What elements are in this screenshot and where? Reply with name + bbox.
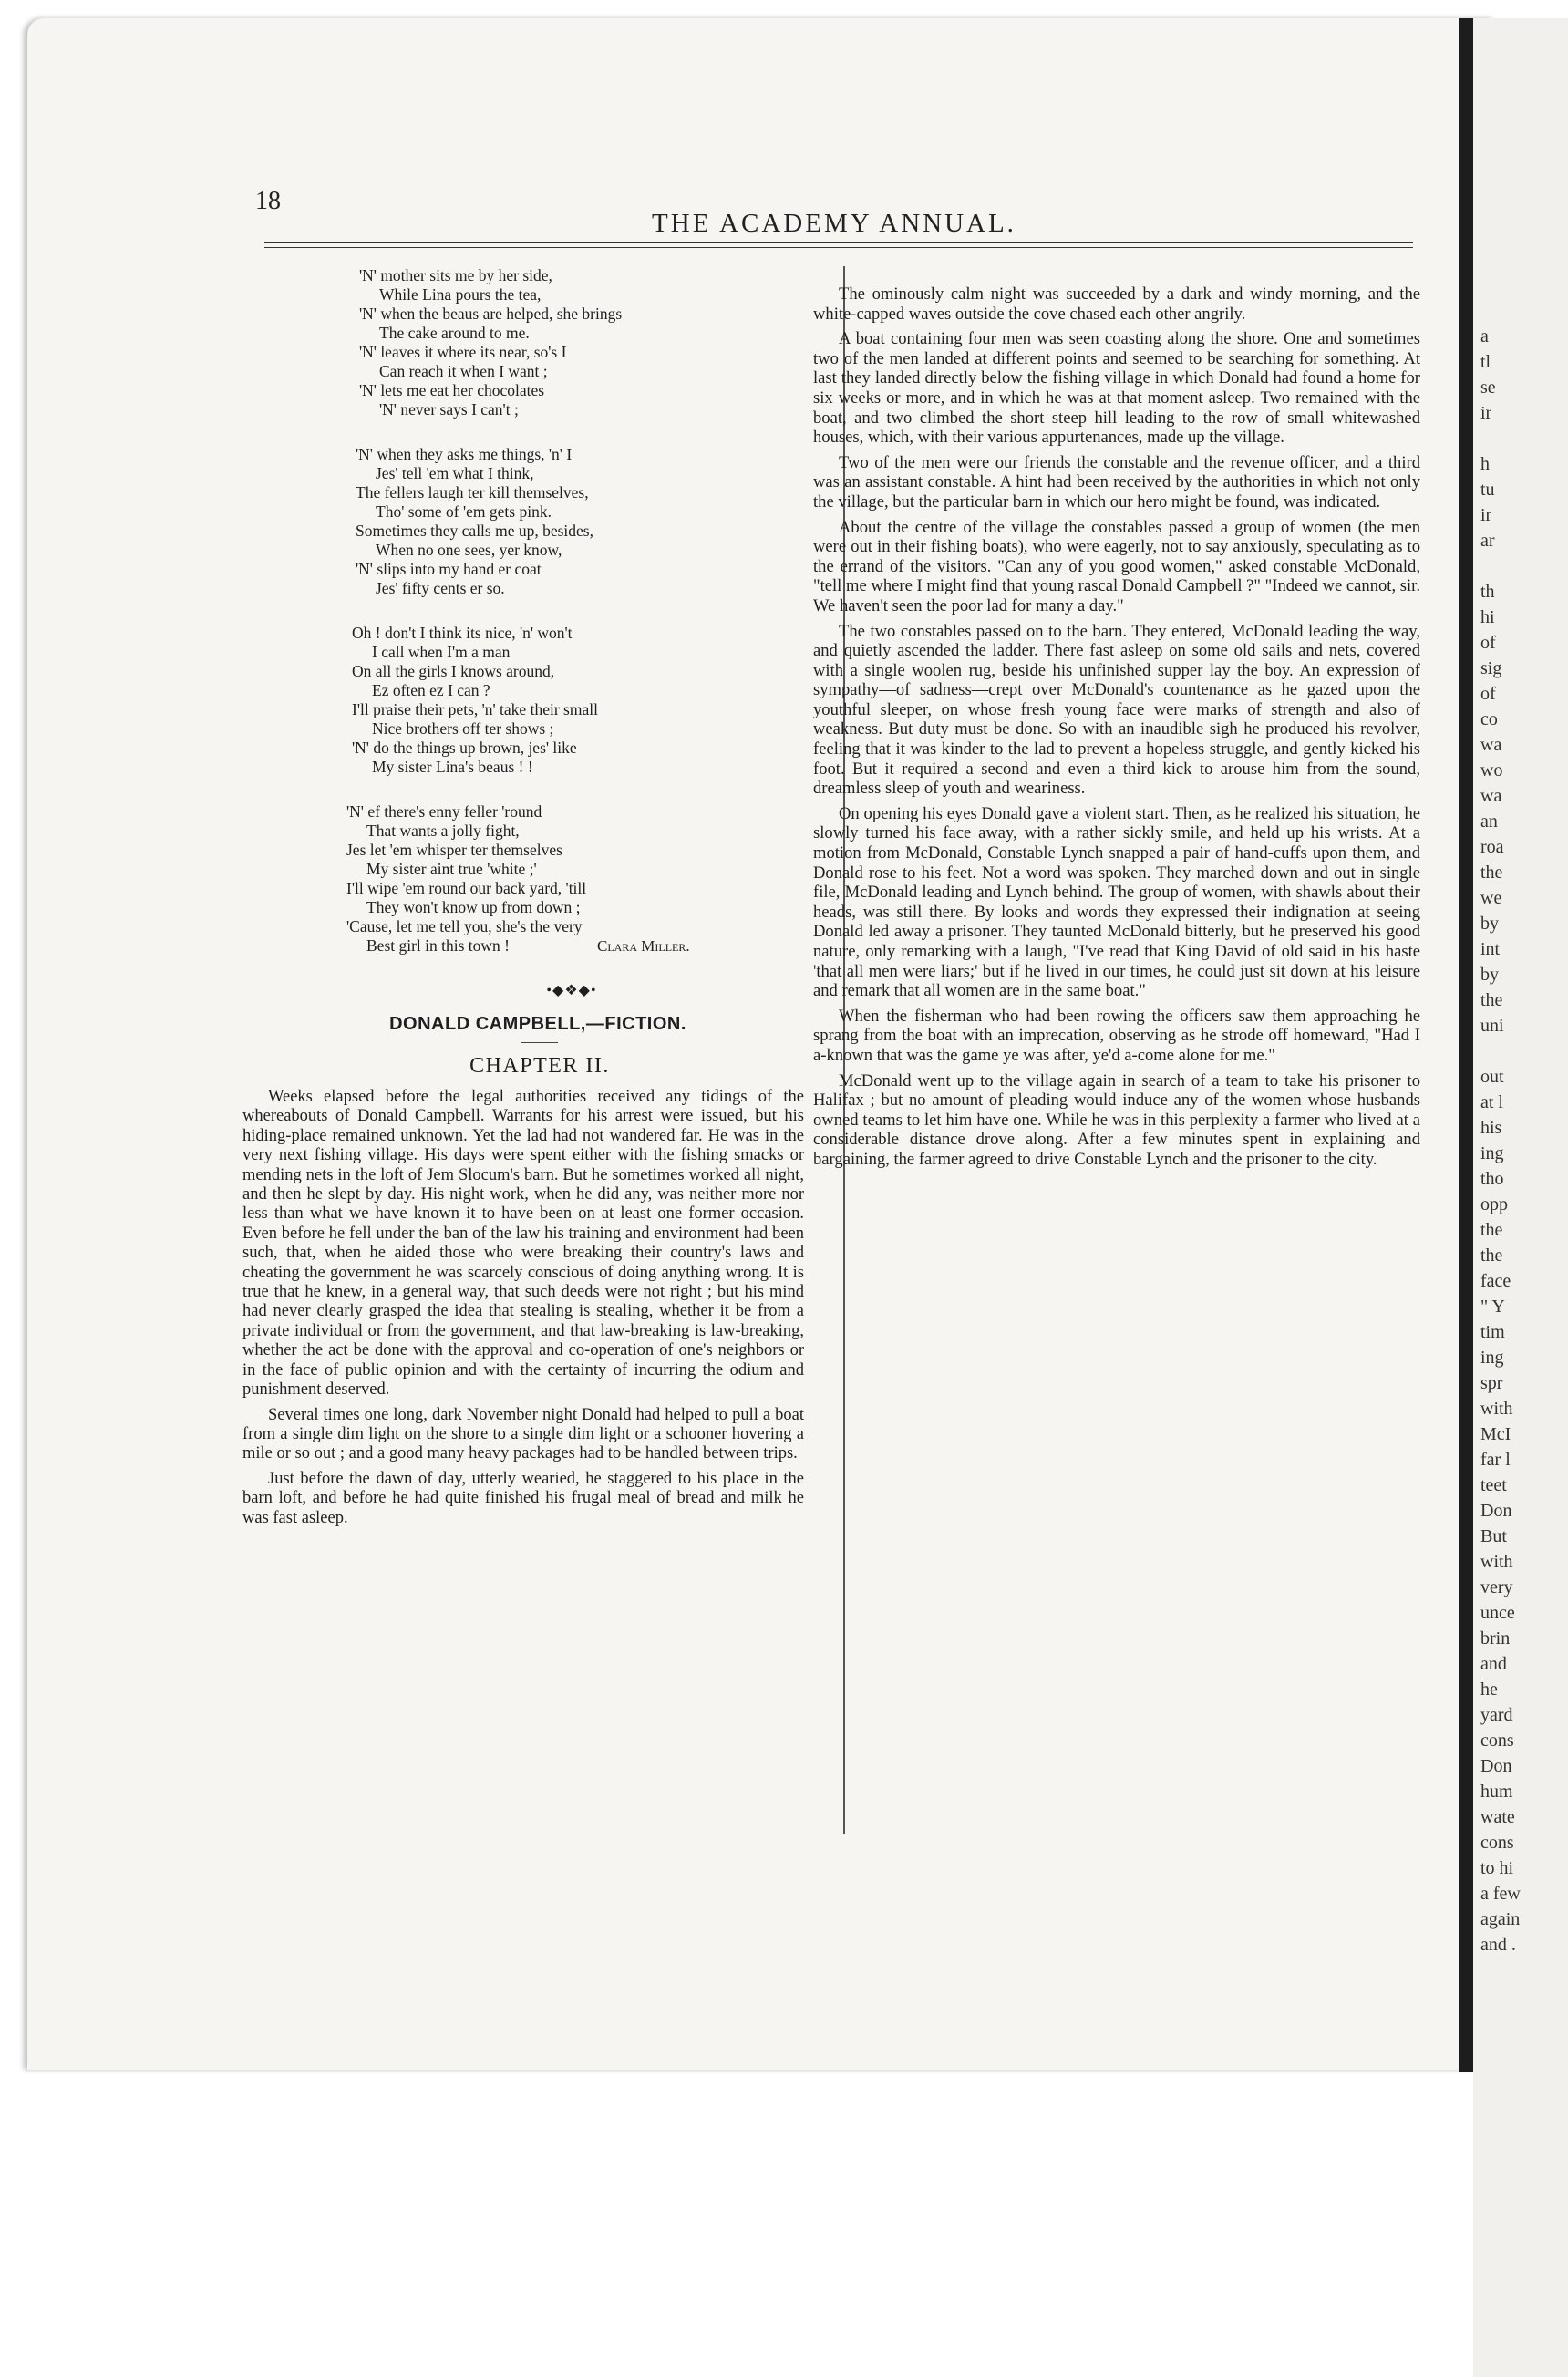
next-page-fragment: wa (1480, 786, 1502, 806)
poem-line: Nice brothers off ter shows ; (372, 719, 554, 738)
next-page-fragment: co (1480, 709, 1498, 729)
poem-line: 'N' never says I can't ; (379, 400, 519, 419)
poem-line: 'N' leaves it where its near, so's I (359, 343, 567, 361)
poem-line: 'Cause, let me tell you, she's the very (346, 917, 583, 935)
poem-stanza (239, 624, 804, 777)
header-rule-bottom (264, 247, 1413, 248)
ornament-divider: •◆❖◆• (546, 983, 597, 998)
next-page-fragment: h (1480, 454, 1490, 474)
poem-line: I'll wipe 'em round our back yard, 'till (346, 879, 587, 897)
story-paragraph: About the centre of the village the constables passed a group of women (the men were out in their fishing boats), who were eagerly, not to say anxiously, speculating as to the errand of the visitors. "Can any of you good women," asked constable McDonald, "tell me where I might find that young rascal Donald Campbell ?" "Indeed we cannot, sir. We haven't seen the poor lad for many a day." (813, 517, 1420, 615)
poem (239, 266, 804, 956)
poem-line: Jes' fifty cents er so. (376, 579, 505, 597)
next-page-fragment: wo (1480, 760, 1503, 780)
poem-line: I call when I'm a man (372, 643, 511, 661)
poem-line: Oh ! don't I think its nice, 'n' won't (352, 624, 573, 642)
poem-stanza (239, 802, 804, 956)
poem-author: Clara Miller. (597, 937, 690, 955)
running-title: THE ACADEMY ANNUAL. (652, 209, 1016, 238)
next-page-fragment: unce (1480, 1603, 1515, 1623)
next-page-fragment: and (1480, 1654, 1507, 1674)
next-page-fragment: brin (1480, 1628, 1511, 1648)
next-page-fragment: the (1480, 990, 1503, 1010)
left-column (239, 266, 804, 1534)
story-paragraph: McDonald went up to the village again in search of a team to take his prisoner to Halifax ; but no amount of pleading would induce any of the women whose husbands owned teams to let him have one. While he was in this perplexity a farmer who lived at a considerable distance drove along. After a few minutes spent in explaining and bargaining, the farmer agreed to drive Constable Lynch and the prisoner to the city. (813, 1070, 1420, 1169)
next-page-fragment: by (1480, 965, 1499, 985)
poem-stanza (239, 266, 804, 419)
right-column (813, 284, 1420, 1175)
poem-line: 'N' ef there's enny feller 'round (346, 802, 542, 821)
next-page-fragment: to hi (1480, 1858, 1514, 1878)
next-page-fragment: spr (1480, 1373, 1503, 1393)
page-number: 18 (255, 187, 281, 215)
next-page-fragment: int (1480, 939, 1501, 959)
story-paragraph: Weeks elapsed before the legal authorities received any tidings of the whereabouts of Donald Campbell. Warrants for his arrest were issued, but his hiding-place remained unknown. Yet the lad had not wandered far. He was in the very next fishing village. His days were spent either with the fishing smacks or mending nets in the loft of Jem Slocum's barn. But he sometimes worked all night, and then he slept by day. His night work, when he did any, was neither more nor less than what we have known it to have been on at least one former occasion. Even before he fell under the ban of the law his training and environment had been such, that, when he aided those who were breaking their country's laws and cheating the government he was scarcely conscious of doing anything wrong. It is true that he knew, in a general way, that such deeds were not right ; but his mind had never clearly grasped the idea that stealing is stealing, whether it be from a private individual or from the government, and that law-breaking is law-breaking, whether the act be done with the approval and co-operation of one's neighbors or in the face of public opinion and with the certainty of incurring the odium and punishment deserved. (242, 1088, 804, 1400)
poem-line: The fellers laugh ter kill themselves, (356, 483, 589, 501)
poem-line: While Lina pours the tea, (379, 285, 542, 304)
next-page-fragment: and . (1480, 1935, 1516, 1955)
next-page-fragment: at l (1480, 1092, 1503, 1112)
next-page-fragment: a few (1480, 1884, 1521, 1904)
poem-line: My sister aint true 'white ;' (366, 860, 537, 878)
poem-line: On all the girls I knows around, (352, 662, 555, 680)
next-page-fragment: very (1480, 1577, 1513, 1597)
poem-line: 'N' do the things up brown, jes' like (352, 739, 577, 757)
next-page-fragment: tu (1480, 480, 1495, 500)
next-page-fragment: out (1480, 1067, 1504, 1087)
next-page-fragment: with (1480, 1552, 1513, 1572)
left-story-text (239, 1088, 804, 1528)
poem-line: 'N' when the beaus are helped, she brings (359, 305, 623, 323)
poem-line: Ez often ez I can ? (372, 681, 490, 699)
right-story-text (813, 284, 1420, 1170)
next-page-fragment: by (1480, 914, 1499, 934)
next-page-edge (1473, 18, 1568, 2377)
next-page-fragment (1473, 1039, 1568, 1064)
poem-line: 'N' when they asks me things, 'n' I (356, 445, 573, 463)
next-page-fragment: tho (1480, 1169, 1504, 1189)
story-paragraph: When the fisherman who had been rowing the officers saw them approaching he sprang from the boat with an imprecation, observing as he strode off homeward, "Had I a-known that was the game ye was after, ye'd a-come alone for me." (813, 1006, 1420, 1065)
story-paragraph: Just before the dawn of day, utterly wearied, he staggered to his place in the barn loft, and before he had quite finished his frugal meal of bread and milk he was fast asleep. (242, 1469, 804, 1527)
next-page-fragment: But (1480, 1526, 1507, 1546)
next-page-fragment: an (1480, 811, 1498, 832)
next-page-fragment: hi (1480, 607, 1495, 627)
poem-line: Can reach it when I want ; (379, 362, 548, 380)
next-page-fragment: McI (1480, 1424, 1511, 1444)
next-page-fragment: Don (1480, 1501, 1512, 1521)
next-page-fragment: the (1480, 1245, 1503, 1266)
poem-line: 'N' lets me eat her chocolates (359, 381, 545, 399)
poem-line: They won't know up from down ; (366, 898, 581, 916)
next-page-fragment: face (1480, 1271, 1511, 1291)
next-page-fragment: ir (1480, 403, 1492, 423)
poem-line: The cake around to me. (379, 324, 530, 342)
story-title: DONALD CAMPBELL,—FICTION. (389, 1014, 686, 1034)
story-paragraph: Two of the men were our friends the constable and the revenue officer, and a third was an assistant constable. A hint had been received by the authorities in which not only the village, but the particular barn in which our hero might be found, was indicated. (813, 452, 1420, 512)
story-paragraph: A boat containing four men was seen coasting along the shore. One and sometimes two of the men landed at different points and seemed to be searching for something. At last they landed directly below the fishing village in which Donald had found a home for six weeks or more, and in which he was at that moment asleep. Two remained with the boat, and two climbed the short steep hill leading to the row of small whitewashed houses, which, with their various appurtenances, made up the village. (813, 329, 1420, 448)
poem-line: Tho' some of 'em gets pink. (376, 502, 552, 521)
story-paragraph: The ominously calm night was succeeded by a dark and windy morning, and the white-capped waves outside the cove chased each other angrily. (813, 284, 1420, 324)
next-page-fragment: wa (1480, 735, 1502, 755)
poem-line: When no one sees, yer know, (376, 541, 562, 559)
next-page-fragment: tim (1480, 1322, 1505, 1342)
next-page-fragment: far l (1480, 1450, 1511, 1470)
next-page-fragment (1473, 426, 1568, 451)
book-spine (1459, 18, 1473, 2072)
next-page-fragment: teet (1480, 1475, 1507, 1495)
poem-line: 'N' slips into my hand er coat (356, 560, 542, 578)
next-page-fragment: yard (1480, 1705, 1513, 1725)
next-page-fragment: " Y (1480, 1297, 1505, 1317)
next-page-fragment: tl (1480, 352, 1491, 372)
next-page-fragment: ing (1480, 1143, 1504, 1163)
next-page-fragment: a (1480, 326, 1489, 346)
next-page-fragment (1473, 553, 1568, 579)
next-page-fragment: with (1480, 1399, 1513, 1419)
next-page-fragment: of (1480, 633, 1496, 653)
poem-line: Sometimes they calls me up, besides, (356, 522, 593, 540)
next-page-fragment: se (1480, 377, 1496, 398)
poem-line: My sister Lina's beaus ! ! (372, 758, 533, 776)
poem-stanza (239, 445, 804, 598)
next-page-fragment: th (1480, 582, 1495, 602)
next-page-fragment: ar (1480, 531, 1495, 551)
poem-line: That wants a jolly fight, (366, 822, 520, 840)
next-page-fragment: again (1480, 1909, 1521, 1929)
story-paragraph: Several times one long, dark November night Donald had helped to pull a boat from a single dim light on the shore to a single dim light or a schooner hovering a mile or so out ; and a good many heavy packages had to be handled between trips. (242, 1405, 804, 1463)
next-page-fragment: ir (1480, 505, 1492, 525)
poem-line: I'll praise their pets, 'n' take their small (352, 700, 598, 718)
next-page-fragment: opp (1480, 1194, 1508, 1214)
poem-line: Jes' tell 'em what I think, (376, 464, 534, 482)
next-page-fragment: cons (1480, 1731, 1514, 1751)
header-rule-top (264, 242, 1413, 243)
next-page-fragment: uni (1480, 1016, 1504, 1036)
next-page-fragment: sig (1480, 658, 1502, 678)
chapter-heading: CHAPTER II. (469, 1054, 610, 1078)
poem-line: Jes let 'em whisper ter themselves (346, 841, 562, 859)
next-page-fragment: ing (1480, 1348, 1504, 1368)
next-page-fragment: his (1480, 1118, 1502, 1138)
next-page-fragment: the (1480, 1220, 1503, 1240)
story-paragraph: The two constables passed on to the barn. They entered, McDonald leading the way, and quietly ascended the ladder. There fast asleep on some old sails and nets, covered with a single woolen rug, beside his unfinished supper lay the boy. An expression of sympathy—of sadness—crept over McDonald's countenance as he gazed upon the youthful sleeper, on whose fresh young face were marks of strength and also of weakness. But duty must be done. So with an inaudible sigh he produced his revolver, feeling that it was kinder to the lad to prevent a hopeless struggle, and gently kicked his foot. But it required a second and even a third kick to arouse him from the sound, dreamless sleep of youth and weariness. (813, 621, 1420, 799)
story-paragraph: On opening his eyes Donald gave a violent start. Then, as he realized his situation, he slowly turned his face away, with a rather sickly smile, and held up his wrists. At a motion from McDonald, Constable Lynch snapped a pair of hand-cuffs upon them, and Donald rose to his feet. Not a word was spoken. They marched down and out in single file, McDonald leading and Lynch behind. The group of women, with shawls about their heads, was still there. By looks and words they expressed their indignation at seeing Donald led away a prisoner. They taunted McDonald bitterly, but he preserved his good nature, only remarking with a laugh, "I've read that King David of old said in his haste 'that all men were liars;' but if he lived in our times, he could just sit down at his leisure and remark that all women are in the same boat." (813, 803, 1420, 1001)
next-page-fragment: wate (1480, 1807, 1515, 1827)
next-page-fragment: he (1480, 1679, 1498, 1700)
next-page-fragment: of (1480, 684, 1496, 704)
title-rule (521, 1042, 558, 1043)
poem-line: 'N' mother sits me by her side, (359, 266, 552, 284)
poem-line: Best girl in this town ! Clara Miller. (366, 936, 690, 955)
next-page-fragment: Don (1480, 1756, 1512, 1776)
next-page-fragment: hum (1480, 1782, 1513, 1802)
next-page-fragment: we (1480, 888, 1502, 908)
next-page-fragment: roa (1480, 837, 1504, 857)
next-page-fragment: cons (1480, 1833, 1514, 1853)
next-page-fragment: the (1480, 863, 1503, 883)
